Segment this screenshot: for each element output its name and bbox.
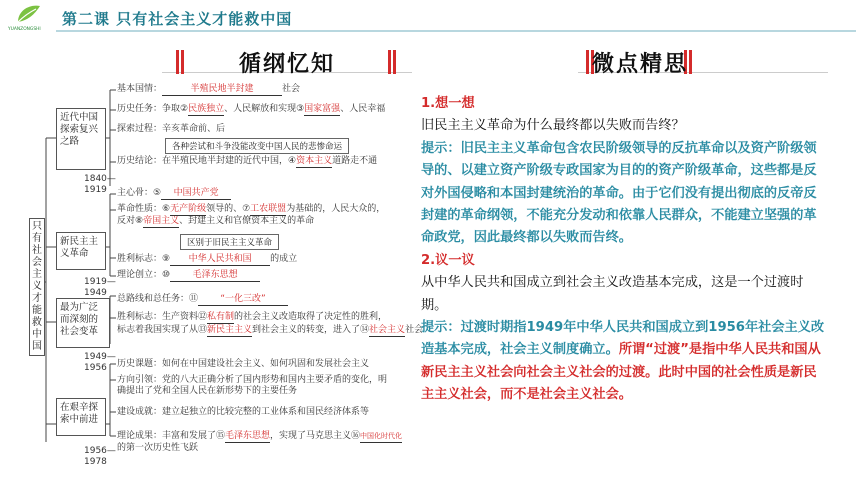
question2-hint: 提示：过渡时期指1949年中华人民共和国成立到1956年社会主义改造基本完成，社会主义制度确立。所谓“过渡”是指中华人民共和国从新民主主义社会向社会主义社会的过渡。此时中国的社会性质是新民主主义社会，而不是社会主义社会。: [421, 320, 825, 403]
section1-box: 近代中国探索复兴之路: [56, 108, 106, 170]
years-1956: 1956— 1978: [84, 446, 116, 467]
header-divider: [56, 30, 856, 32]
think-content: [421, 93, 826, 407]
section3-victory: 胜利标志：生产资料⑫私有制的社会主义改造取得了决定性的胜利，: [117, 312, 388, 322]
section4-direction: 方向引领：党的八大正确分析了国内形势和国内主要矛盾的变化，明 确提出了党和全国人民在新形势下的主要任务: [117, 375, 388, 396]
root-label: 只有社会主义才能救中国: [32, 221, 42, 352]
section2-oppose: 反对⑧帝国主义、封建主义和官僚资本主义的革命: [117, 216, 315, 226]
section1-basic: 基本国情： 半殖民地半封建 社会: [117, 84, 301, 94]
section4-theory: 理论成果：丰富和发展了⑮毛泽东思想，实现了马克思主义⑯中国化时代化 的第一次历史性飞跃: [117, 431, 403, 453]
banner-think-text: 微点精思: [591, 52, 688, 77]
lesson-title: 第二课 只有社会主义才能救中国: [62, 10, 293, 28]
section3-box: 最为广泛而深刻的社会变革: [56, 298, 110, 348]
section4-topic: 历史课题：如何在中国建设社会主义、如何巩固和发展社会主义: [117, 359, 370, 369]
section1-explore: 探索过程：辛亥革命前、后: [117, 124, 226, 134]
section2-box: 新民主主义革命: [56, 232, 106, 270]
banner-review-text: 循纲忆知: [238, 52, 335, 77]
section4-build: 建设成就：建立起独立的比较完整的工业体系和国民经济体系等: [117, 407, 370, 417]
section4-box: 在艰辛探索中前进: [56, 398, 106, 436]
page-header: [0, 0, 860, 34]
section2-nature: 革命性质：⑥无产阶级领导的、⑦工农联盟为基础的，人民大众的，: [117, 204, 386, 214]
section3-mark: 标志着我国实现了从⑬新民主主义到社会主义的转变，进入了⑭社会主义社会: [117, 325, 424, 335]
banner-review: [162, 46, 412, 78]
years-1919: 1919— 1949: [84, 277, 116, 298]
banner-think: [578, 46, 828, 78]
hint-label: 提示：: [421, 140, 461, 156]
section2-victory: 胜利标志：⑨ 中华人民共和国 的成立: [117, 254, 298, 264]
section2-slogan: 区别于旧民主主义革命: [180, 234, 279, 250]
section1-task: 历史任务：争取②民族独立、人民解放和实现③国家富强、人民幸福: [117, 104, 386, 114]
hint-label: 提示：: [421, 320, 461, 336]
section1-slogan: 各种尝试和斗争没能改变中国人民的悲惨命运: [165, 138, 349, 154]
section1-conclusion: 历史结论：在半殖民地半封建的近代中国，④资本主义道路走不通: [117, 156, 378, 166]
question1-text: 旧民主主义革命为什么最终都以失败而告终？: [421, 118, 685, 134]
svg-text:YUANZONGSHI: YUANZONGSHI: [8, 27, 41, 32]
years-1949: 1949— 1956: [84, 352, 116, 373]
section3-line: 总路线和总任务：⑪ “一化三改”: [117, 294, 288, 306]
question1-hint: 提示：旧民主主义革命包含农民阶级领导的反抗革命以及资产阶级领导的、以建立资产阶级专政国家为目的的资产阶级革命，这些都是反对外国侵略和本国封建统治的革命。由于它们没有提出彻底的反帝反封建的革命纲领，不能充分发动和依靠人民群众，不能建立坚强的革命政党，因此最终都以失败而告终。: [421, 140, 817, 246]
question2-text: 从中华人民共和国成立到社会主义改造基本完成，这是一个过渡时期。: [421, 275, 804, 313]
question2-title: 2.议一议: [421, 252, 475, 268]
root-box: [29, 218, 45, 356]
years-1840: 1840— 1919: [84, 174, 116, 195]
knowledge-diagram: [0, 82, 424, 484]
section2-theory: 理论创立：⑩ 毛泽东思想: [117, 270, 260, 282]
section2-leader: 主心骨：⑤ 中国共产党: [117, 188, 231, 200]
publisher-logo-icon: [6, 2, 50, 32]
question1-title: 1.想一想: [421, 96, 475, 111]
